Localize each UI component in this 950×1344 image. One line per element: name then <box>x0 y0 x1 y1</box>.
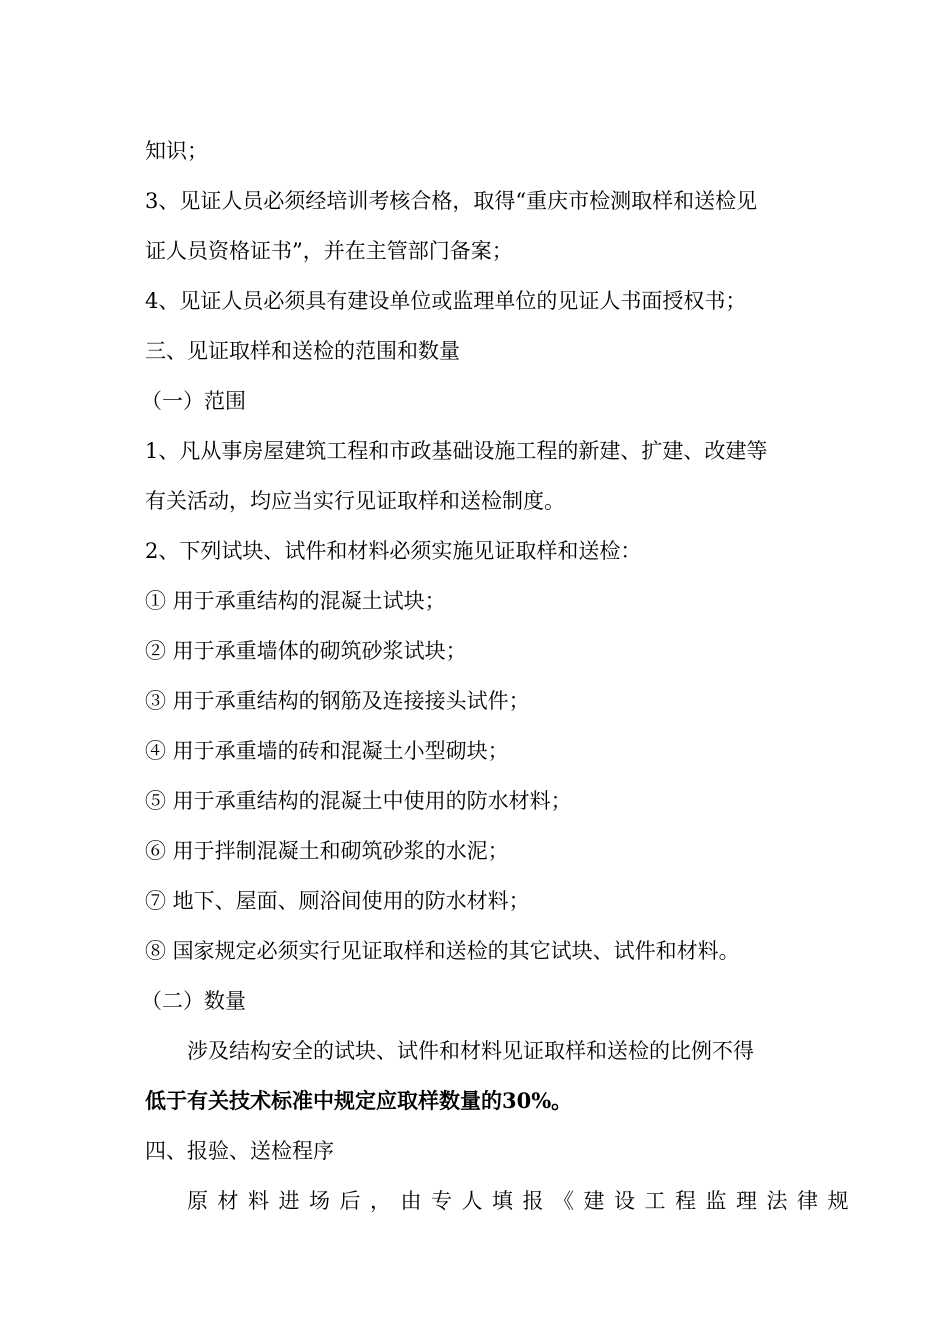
text-line: 原材料进场后，由专人填报《建设工程监理法律规 <box>187 1189 858 1213</box>
text-line: 低于有关技术标准中规定应取样数量的30%。 <box>145 1088 573 1113</box>
section-heading: 四、报验、送检程序 <box>145 1139 334 1163</box>
text-line: 知识； <box>145 139 208 163</box>
section-heading: 三、见证取样和送检的范围和数量 <box>145 339 460 363</box>
text-line: 2、下列试块、试件和材料必须实施见证取样和送检： <box>145 539 642 563</box>
list-item: ③ 用于承重结构的钢筋及连接接头试件； <box>145 689 530 713</box>
text-line: 有关活动，均应当实行见证取样和送检制度。 <box>145 489 565 513</box>
list-item: ② 用于承重墙体的砌筑砂浆试块； <box>145 639 467 663</box>
text-line: 4、见证人员必须具有建设单位或监理单位的见证人书面授权书； <box>145 289 747 313</box>
list-item: ⑥ 用于拌制混凝土和砌筑砂浆的水泥； <box>145 839 509 863</box>
subsection-heading: （二）数量 <box>141 989 246 1013</box>
list-item: ⑤ 用于承重结构的混凝土中使用的防水材料； <box>145 789 572 813</box>
list-item: ① 用于承重结构的混凝土试块； <box>145 589 446 613</box>
text-line: 3、见证人员必须经培训考核合格，取得“重庆市检测取样和送检见 <box>145 189 758 213</box>
list-item: ④ 用于承重墙的砖和混凝土小型砌块； <box>145 739 509 763</box>
text-line: 涉及结构安全的试块、试件和材料见证取样和送检的比例不得 <box>187 1039 754 1063</box>
list-item: ⑦ 地下、屋面、厕浴间使用的防水材料； <box>145 889 530 913</box>
subsection-heading: （一）范围 <box>141 389 246 413</box>
text-line: 1、凡从事房屋建筑工程和市政基础设施工程的新建、扩建、改建等 <box>145 439 768 463</box>
text-line: 证人员资格证书”，并在主管部门备案； <box>145 239 513 263</box>
list-item: ⑧ 国家规定必须实行见证取样和送检的其它试块、试件和材料。 <box>145 939 740 963</box>
